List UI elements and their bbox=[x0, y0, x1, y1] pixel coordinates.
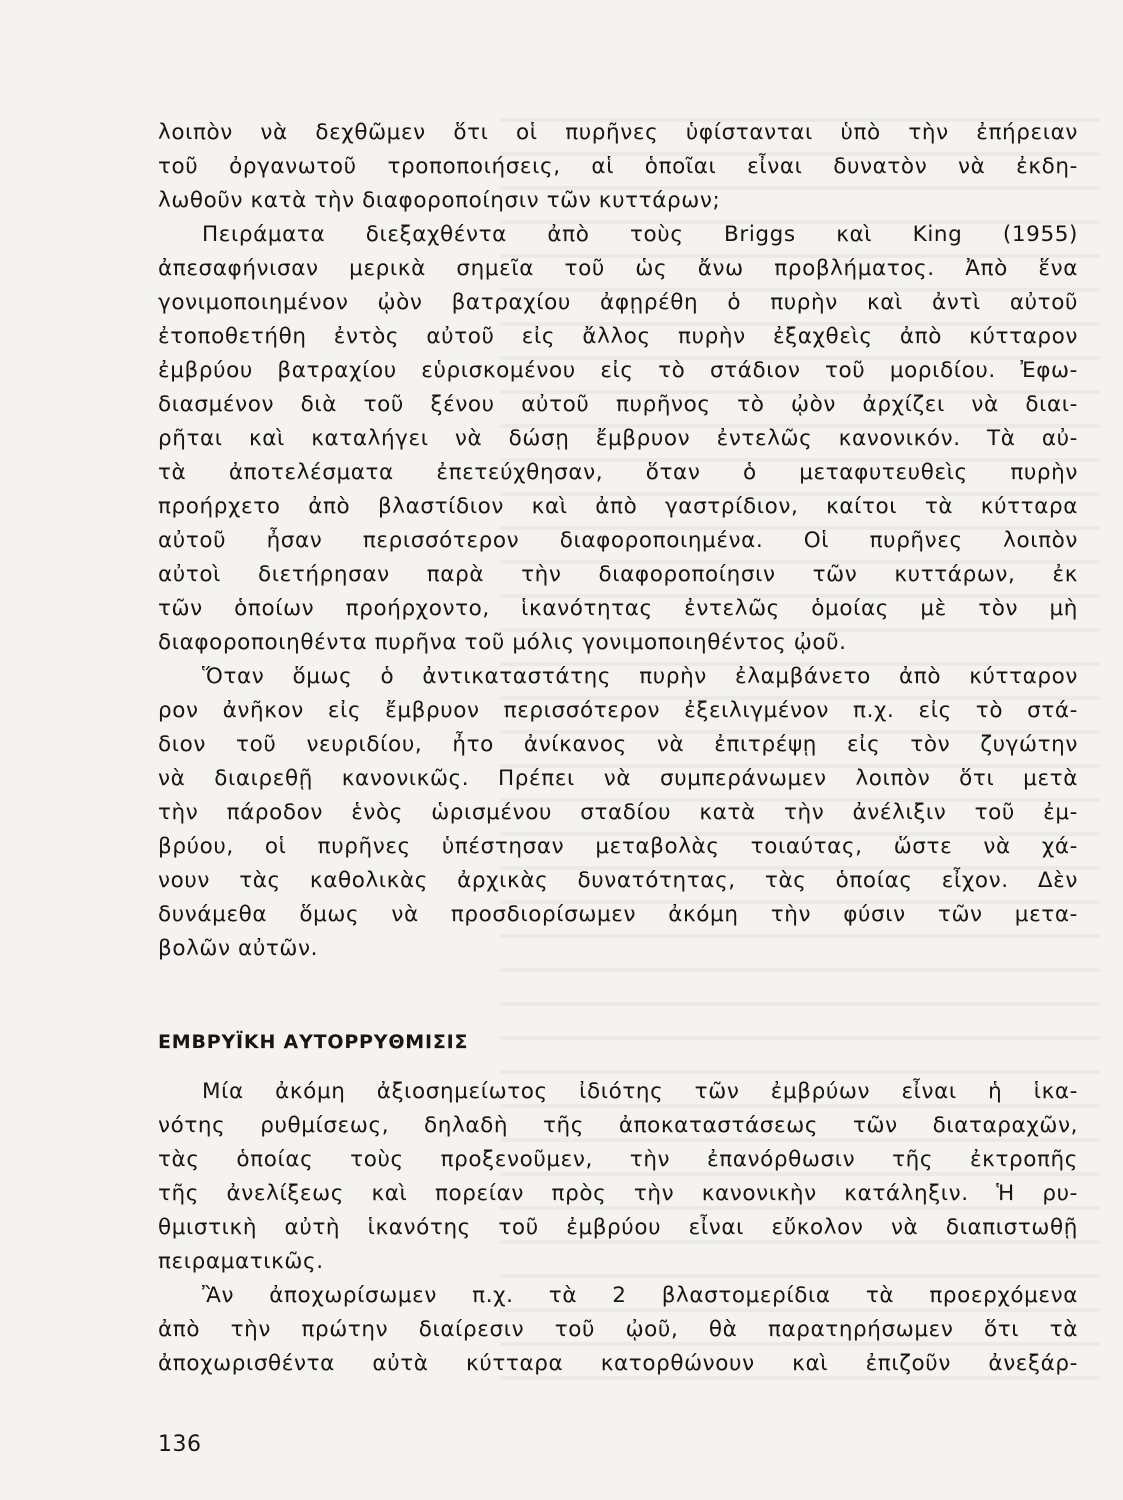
text-line: νότης ρυθμίσεως, δηλαδὴ τῆς ἀποκαταστάσεως τῶν διαταραχῶν, bbox=[158, 1113, 1078, 1138]
text-line: αὐτοὶ διετήρησαν παρὰ τὴν διαφοροποίησιν τῶν κυττάρων, ἐκ bbox=[158, 562, 1078, 587]
text-line: Ὅταν ὅμως ὁ ἀντικαταστάτης πυρὴν ἐλαμβάνετο ἀπὸ κύτταρον bbox=[202, 664, 1078, 689]
text-line: νουν τὰς καθολικὰς ἀρχικὰς δυνατότητας, τὰς ὁποίας εἶχον. Δὲν bbox=[158, 868, 1078, 893]
text-line: γονιμοποιημένον ᾠὸν βατραχίου ἀφῃρέθη ὁ πυρὴν καὶ ἀντὶ αὐτοῦ bbox=[158, 290, 1078, 315]
text-line: ἐτοποθετήθη ἐντὸς αὐτοῦ εἰς ἄλλος πυρὴν ἐξαχθεὶς ἀπὸ κύτταρον bbox=[158, 324, 1078, 349]
main-paragraphs bbox=[158, 116, 1078, 966]
text-line: ἀπὸ τὴν πρώτην διαίρεσιν τοῦ ᾠοῦ, θὰ παρατηρήσωμεν ὅτι τὰ bbox=[158, 1317, 1078, 1342]
text-line: αὐτοῦ ἦσαν περισσότερον διαφοροποιημένα. Οἱ πυρῆνες λοιπὸν bbox=[158, 528, 1078, 553]
text-line: τὴν πάροδον ἑνὸς ὡρισμένου σταδίου κατὰ τὴν ἀνέλιξιν τοῦ ἐμ- bbox=[158, 800, 1078, 825]
text-line: λωθοῦν κατὰ τὴν διαφοροποίησιν τῶν κυττάρων; bbox=[158, 188, 721, 213]
text-line: διαφοροποιηθέντα πυρῆνα τοῦ μόλις γονιμοποιηθέντος ᾠοῦ. bbox=[158, 630, 847, 655]
section-heading: ΕΜΒΡΥΪΚΗ ΑΥΤΟΡΡΥΘΜΙΣΙΣ bbox=[158, 1031, 469, 1053]
text-line: νὰ διαιρεθῇ κανονικῶς. Πρέπει νὰ συμπεράνωμεν λοιπὸν ὅτι μετὰ bbox=[158, 766, 1078, 791]
text-line: τῆς ἀνελίξεως καὶ πορείαν πρὸς τὴν κανονικὴν κατάληξιν. Ἡ ρυ- bbox=[158, 1181, 1078, 1206]
text-line: βρύου, οἱ πυρῆνες ὑπέστησαν μεταβολὰς τοιαύτας, ὥστε νὰ χά- bbox=[158, 834, 1078, 859]
text-line: δυνάμεθα ὅμως νὰ προσδιορίσωμεν ἀκόμη τὴν φύσιν τῶν μετα- bbox=[158, 902, 1078, 927]
text-line: ρον ἀνῆκον εἰς ἔμβρυον περισσότερον ἐξειλιγμένον π.χ. εἰς τὸ στά- bbox=[158, 698, 1078, 723]
text-line: προήρχετο ἀπὸ βλαστίδιον καὶ ἀπὸ γαστρίδιον, καίτοι τὰ κύτταρα bbox=[158, 494, 1078, 519]
text-line: ἐμβρύου βατραχίου εὑρισκομένου εἰς τὸ στάδιον τοῦ μοριδίου. Ἐφω- bbox=[158, 358, 1078, 383]
text-line: θμιστικὴ αὐτὴ ἱκανότης τοῦ ἐμβρύου εἶναι εὔκολον νὰ διαπιστωθῇ bbox=[158, 1215, 1078, 1240]
text-line: τοῦ ὀργανωτοῦ τροποποιήσεις, αἱ ὁποῖαι εἶναι δυνατὸν νὰ ἐκδη- bbox=[158, 154, 1078, 179]
text-line: διασμένον διὰ τοῦ ξένου αὐτοῦ πυρῆνος τὸ ᾠὸν ἀρχίζει νὰ διαι- bbox=[158, 392, 1078, 417]
text-line: πειραματικῶς. bbox=[158, 1249, 324, 1274]
text-line: ἀποχωρισθέντα αὐτὰ κύτταρα κατορθώνουν καὶ ἐπιζοῦν ἀνεξάρ- bbox=[158, 1351, 1078, 1376]
section-paragraphs bbox=[158, 1075, 1078, 1381]
text-line: λοιπὸν νὰ δεχθῶμεν ὅτι οἱ πυρῆνες ὑφίστανται ὑπὸ τὴν ἐπήρειαν bbox=[158, 120, 1078, 145]
text-line: ρῆται καὶ καταλήγει νὰ δώσῃ ἔμβρυον ἐντελῶς κανονικόν. Τὰ αὐ- bbox=[158, 426, 1078, 451]
text-line: τὰς ὁποίας τοὺς προξενοῦμεν, τὴν ἐπανόρθωσιν τῆς ἐκτροπῆς bbox=[158, 1147, 1078, 1172]
text-line: Μία ἀκόμη ἀξιοσημείωτος ἰδιότης τῶν ἐμβρύων εἶναι ἡ ἱκα- bbox=[202, 1079, 1078, 1104]
text-line: τῶν ὁποίων προήρχοντο, ἱκανότητας ἐντελῶς ὁμοίας μὲ τὸν μὴ bbox=[158, 596, 1078, 621]
text-line: Ἂν ἀποχωρίσωμεν π.χ. τὰ 2 βλαστομερίδια τὰ προερχόμενα bbox=[202, 1283, 1078, 1308]
text-line: ἀπεσαφήνισαν μερικὰ σημεῖα τοῦ ὡς ἄνω προβλήματος. Ἀπὸ ἕνα bbox=[158, 256, 1078, 281]
text-line: Πειράματα διεξαχθέντα ἀπὸ τοὺς Briggs καὶ King (1955) bbox=[202, 222, 1078, 247]
text-line: βολῶν αὐτῶν. bbox=[158, 936, 319, 961]
page-number: 136 bbox=[158, 1432, 202, 1457]
text-line: διον τοῦ νευριδίου, ἦτο ἀνίκανος νὰ ἐπιτρέψῃ εἰς τὸν ζυγώτην bbox=[158, 732, 1078, 757]
text-line: τὰ ἀποτελέσματα ἐπετεύχθησαν, ὅταν ὁ μεταφυτευθεὶς πυρὴν bbox=[158, 460, 1078, 485]
